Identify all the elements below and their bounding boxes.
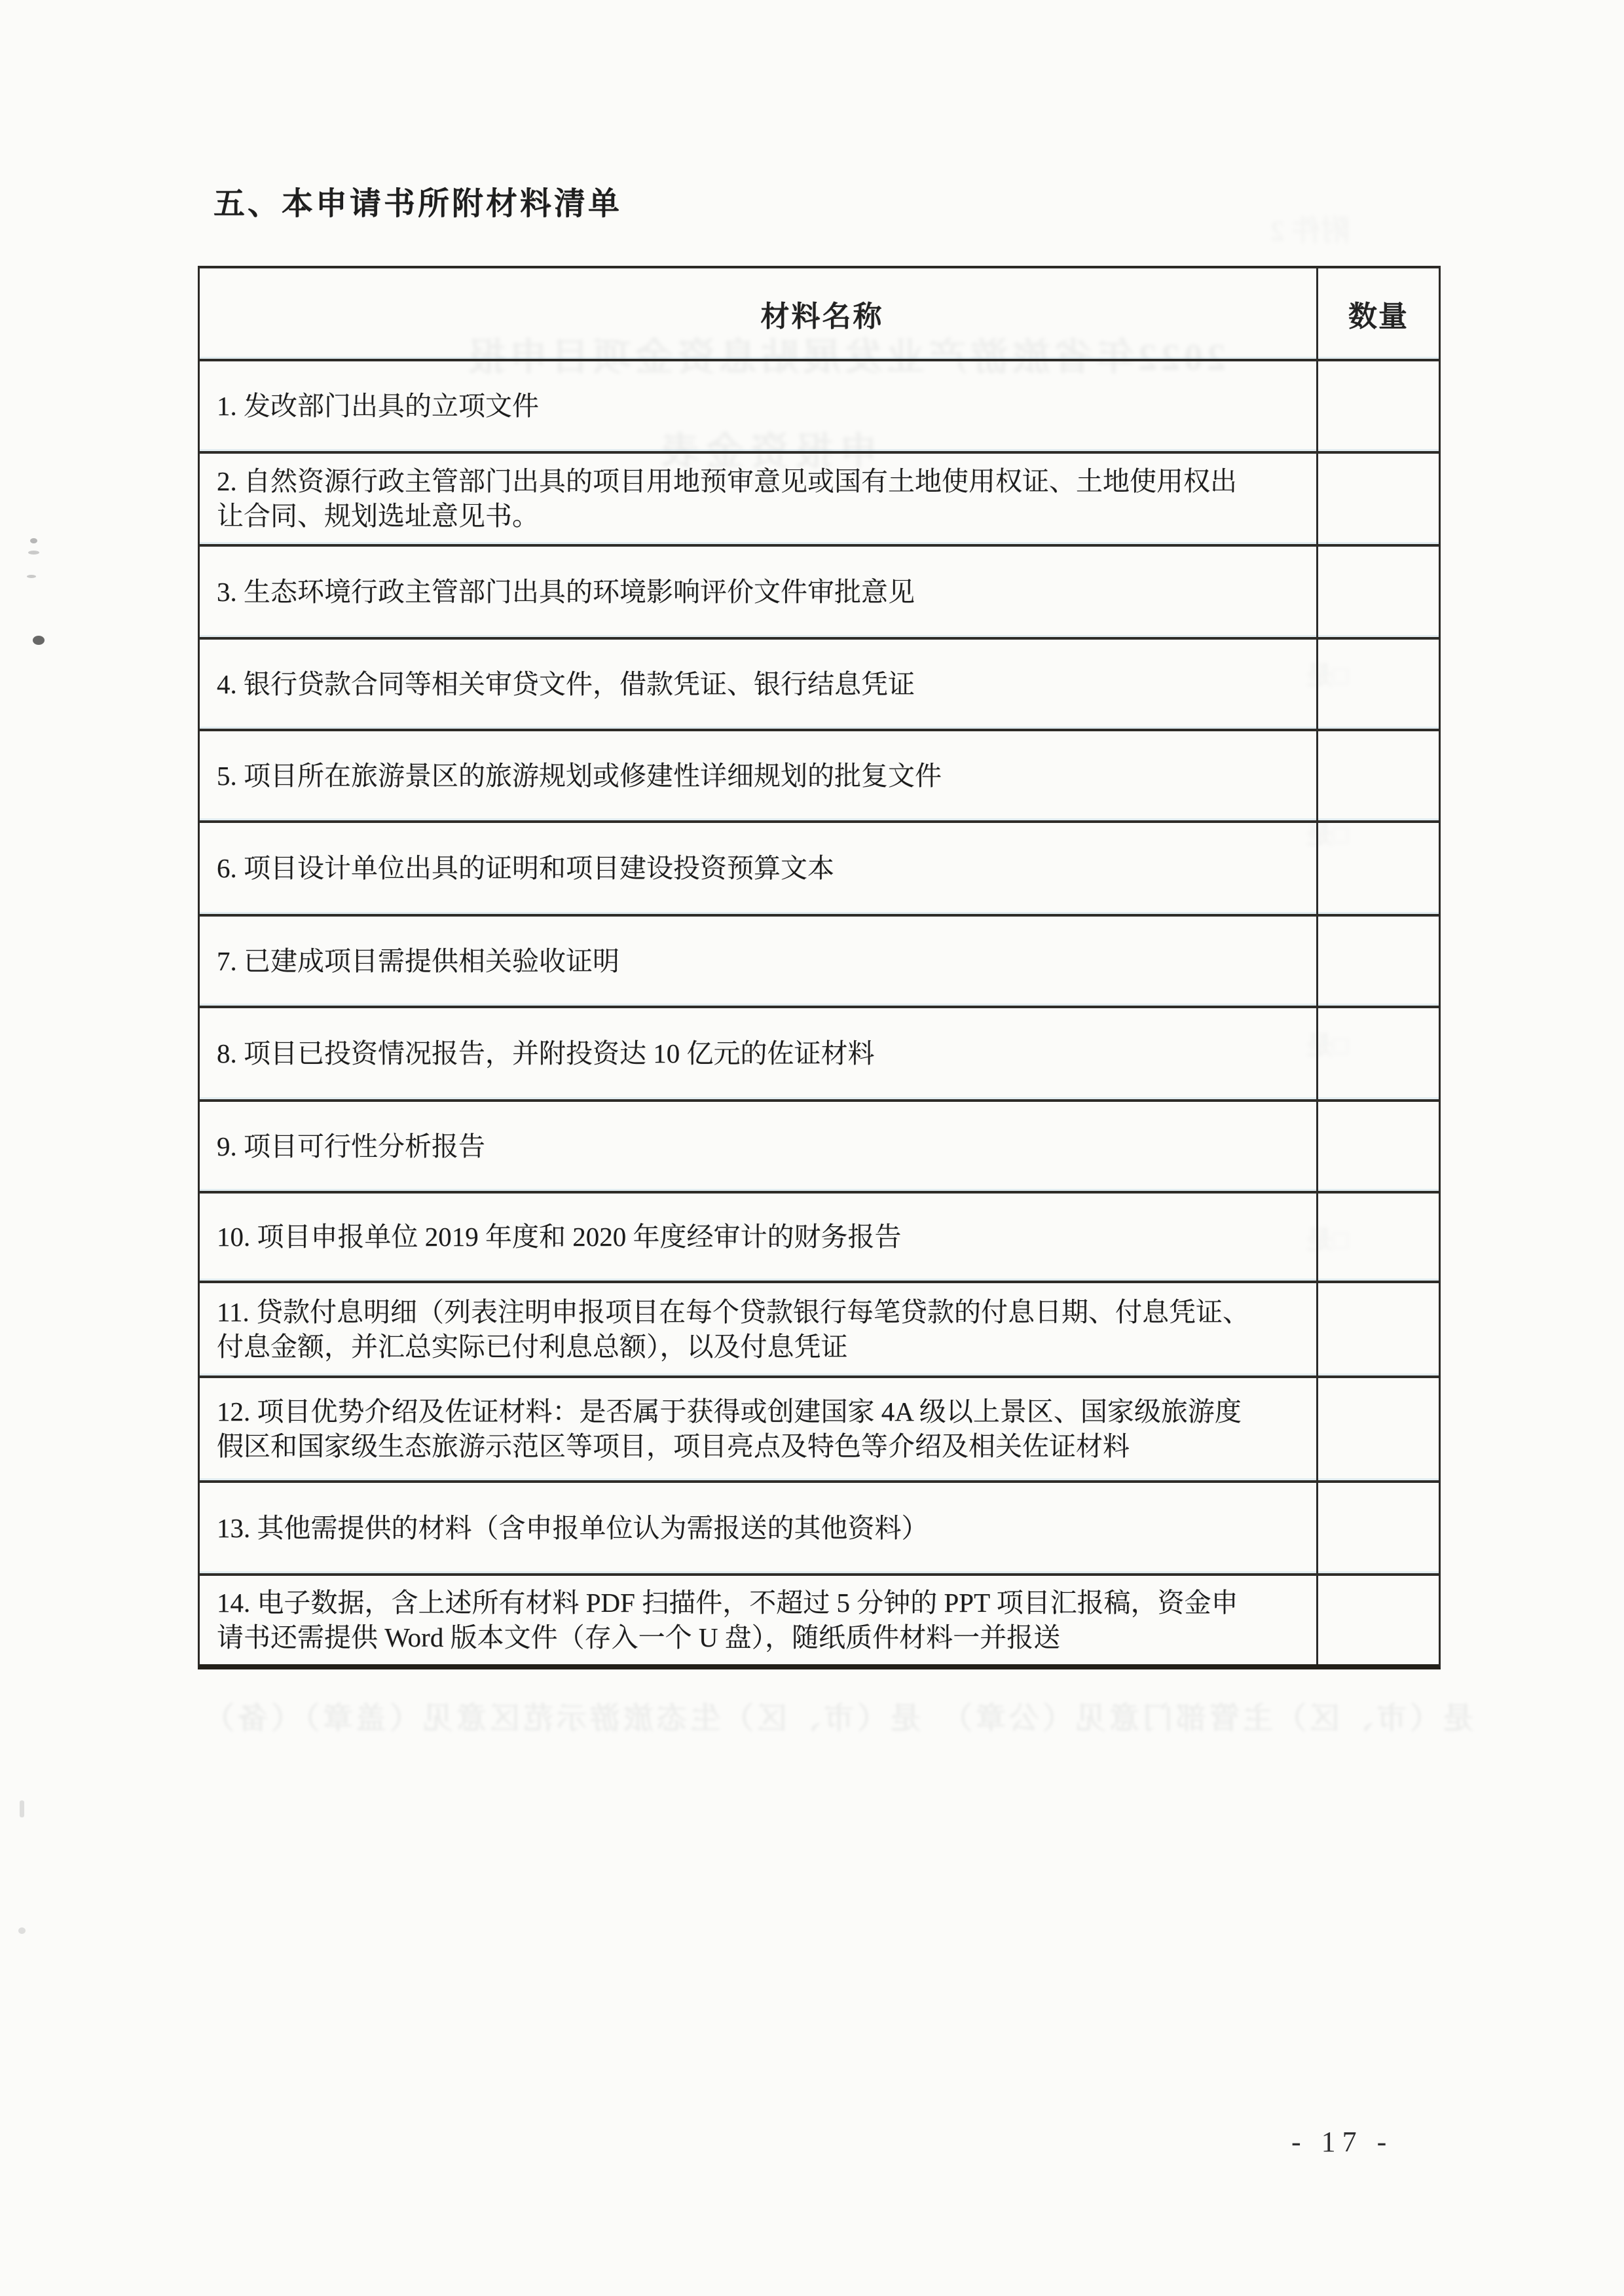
section-title: 五、本申请书所附材料清单 — [213, 187, 623, 221]
table-row — [200, 1378, 1439, 1483]
quantity-header-cell — [1318, 268, 1439, 359]
quantity-cell — [1318, 1576, 1439, 1664]
material-name-cell — [200, 917, 1318, 1006]
bleed-through-text: 申报资金表 — [655, 430, 878, 473]
material-name-cell — [200, 823, 1318, 914]
scan-speck — [33, 636, 45, 645]
material-name-line: 9. 项目可行性分析报告 — [217, 1131, 485, 1161]
material-name-line: 4. 银行贷款合同等相关审贷文件，借款凭证、银行结息凭证 — [217, 668, 915, 699]
material-name-cell — [200, 640, 1318, 729]
material-name-line: 12. 项目优势介绍及佐证材料：是否属于获得或创建国家 4A 级以上景区、国家级旅游度 — [217, 1396, 1242, 1427]
material-name-cell — [200, 1576, 1318, 1664]
bleed-through-text: □是 — [1306, 1225, 1349, 1254]
quantity-cell — [1318, 823, 1439, 914]
quantity-cell — [1318, 454, 1439, 544]
scan-speck — [18, 1927, 26, 1934]
material-name-cell — [200, 731, 1318, 820]
material-name-line: 1. 发改部门出具的立项文件 — [217, 391, 539, 421]
bleed-through-text: □是 — [1306, 661, 1349, 690]
materials-table — [198, 266, 1441, 1669]
material-name-header-label: 材料名称 — [760, 301, 884, 333]
quantity-cell — [1318, 731, 1439, 820]
table-row — [200, 1576, 1439, 1664]
quantity-cell — [1318, 1378, 1439, 1480]
material-name-line: 8. 项目已投资情况报告，并附投资达 10 亿元的佐证材料 — [217, 1038, 875, 1068]
bleed-through-text: 附件 2 — [1270, 215, 1350, 247]
quantity-header-label: 数量 — [1348, 301, 1409, 333]
material-name-line: 让合同、规划选址意见书。 — [217, 501, 539, 531]
material-name-cell — [200, 547, 1318, 637]
material-name-line: 付息金额，并汇总实际已付利息总额），以及付息凭证 — [217, 1331, 848, 1362]
material-name-line: 10. 项目申报单位 2019 年度和 2020 年度经审计的财务报告 — [217, 1222, 902, 1252]
scan-speck — [20, 1800, 24, 1817]
bleed-through-text: 是（市、区）主管部门意见（公章） 是（市、区）生态旅游示范区意见（盖章）（备） — [201, 1702, 1473, 1735]
quantity-cell — [1318, 547, 1439, 637]
material-name-header-cell — [200, 268, 1318, 359]
material-name-line: 3. 生态环境行政主管部门出具的环境影响评价文件审批意见 — [217, 576, 915, 607]
quantity-cell — [1318, 640, 1439, 729]
quantity-cell — [1318, 1283, 1439, 1376]
table-row — [200, 1008, 1439, 1102]
material-name-cell — [200, 1378, 1318, 1480]
material-name-cell — [200, 1283, 1318, 1376]
table-row — [200, 917, 1439, 1008]
quantity-cell — [1318, 1483, 1439, 1573]
material-name-line: 6. 项目设计单位出具的证明和项目建设投资预算文本 — [217, 853, 834, 883]
scan-speck — [28, 551, 39, 555]
table-row — [200, 1483, 1439, 1576]
table-row — [200, 640, 1439, 731]
table-row — [200, 1194, 1439, 1283]
bleed-through-text: 2022年省旅游产业发展贴息资金项目申报 — [464, 336, 1227, 378]
table-row — [200, 454, 1439, 547]
material-name-line: 假区和国家级生态旅游示范区等项目，项目亮点及特色等介绍及相关佐证材料 — [217, 1431, 1130, 1461]
material-name-line: 14. 电子数据，含上述所有材料 PDF 扫描件，不超过 5 分钟的 PPT 项目汇报稿，资金申 — [217, 1587, 1238, 1618]
quantity-cell — [1318, 917, 1439, 1006]
table-row — [200, 361, 1439, 454]
quantity-cell — [1318, 361, 1439, 451]
bleed-through-text: □是 — [1306, 1030, 1349, 1060]
bleed-through-text: □是 — [1306, 820, 1349, 849]
material-name-line: 5. 项目所在旅游景区的旅游规划或修建性详细规划的批复文件 — [217, 760, 942, 791]
material-name-cell — [200, 361, 1318, 451]
table-row — [200, 1283, 1439, 1378]
material-name-cell — [200, 1102, 1318, 1191]
quantity-cell — [1318, 1008, 1439, 1099]
material-name-cell — [200, 1008, 1318, 1099]
table-row — [200, 1102, 1439, 1194]
material-name-line: 请书还需提供 Word 版本文件（存入一个 U 盘），随纸质件材料一并报送 — [217, 1622, 1061, 1652]
scan-speck — [27, 575, 36, 578]
material-name-line: 11. 贷款付息明细（列表注明申报项目在每个贷款银行每笔贷款的付息日期、付息凭证、 — [217, 1296, 1249, 1327]
material-name-line: 13. 其他需提供的材料（含申报单位认为需报送的其他资料） — [217, 1512, 929, 1543]
table-row — [200, 547, 1439, 640]
scan-speck — [30, 538, 37, 543]
page-number: - 17 - — [1291, 2126, 1393, 2158]
quantity-cell — [1318, 1194, 1439, 1281]
material-name-cell — [200, 1483, 1318, 1573]
material-name-line: 7. 已建成项目需提供相关验收证明 — [217, 945, 619, 976]
table-row — [200, 731, 1439, 823]
material-name-cell — [200, 454, 1318, 544]
table-header-row — [200, 268, 1439, 361]
material-name-cell — [200, 1194, 1318, 1281]
quantity-cell — [1318, 1102, 1439, 1191]
table-row — [200, 823, 1439, 917]
material-name-line: 2. 自然资源行政主管部门出具的项目用地预审意见或国有土地使用权证、土地使用权出 — [217, 466, 1237, 496]
